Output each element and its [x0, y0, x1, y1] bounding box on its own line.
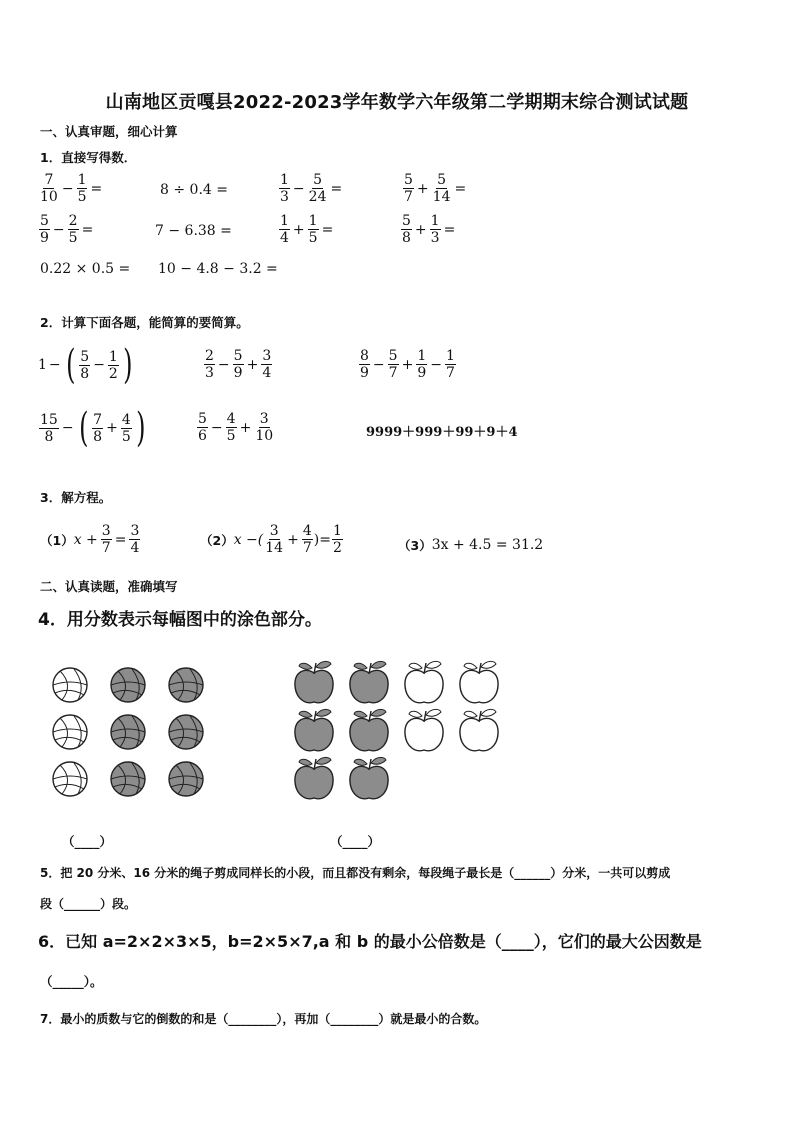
basketball-icon: [111, 715, 145, 749]
page-title: 山南地区贡嘎县2022-2023学年数学六年级第二学期期末综合测试试题: [105, 92, 689, 113]
apple-icon: [405, 661, 443, 702]
apple-icon: [295, 757, 333, 798]
apple-icon: [350, 661, 388, 702]
q1-item-a2: 8 ÷ 0.4 =: [160, 182, 228, 198]
q2-expr-4: $\frac{15}{8}$ − ( $\frac{7}{8}$ + $\frac{4}{5}$ ): [40, 405, 146, 451]
apple-icon: [350, 757, 388, 798]
q3-equation-3: （3） 3x + 4.5 = 31.2: [398, 537, 544, 553]
question-3-label: 3．解方程。: [40, 490, 112, 505]
q1-item-a1: $\frac{7}{10}$ − $\frac{1}{5}$ =: [40, 172, 103, 205]
q1-item-c2: 10 − 4.8 − 3.2 =: [158, 261, 278, 277]
question-1-label: 1．直接写得数．: [40, 150, 137, 165]
question-4-label: 4．用分数表示每幅图中的涂色部分。: [38, 610, 322, 630]
q2-expr-2: $\frac{2}{3}$ − $\frac{5}{9}$ + $\frac{3}{4}$: [205, 348, 272, 381]
apple-icon: [350, 709, 388, 750]
apple-figure: [288, 655, 518, 810]
basketball-icon: [169, 715, 203, 749]
apple-icon: [405, 709, 443, 750]
apple-icon: [295, 709, 333, 750]
q1-item-a3: $\frac{1}{3}$ − $\frac{5}{24}$ =: [280, 172, 343, 205]
section-heading-1: 一、认真审题，细心计算: [40, 124, 178, 139]
q1-item-b3: $\frac{1}{4}$ + $\frac{1}{5}$ =: [280, 213, 334, 246]
question-5-line-2: 段（______）段。: [40, 897, 137, 911]
q1-item-b1: $\frac{5}{9}$ − $\frac{2}{5}$ =: [40, 213, 94, 246]
basketball-icon: [111, 668, 145, 702]
question-6-line-1: 6．已知 a=2×2×3×5，b=2×5×7,a 和 b 的最小公倍数是（____），它们的最大公因数是: [38, 932, 702, 951]
q1-item-c1: 0.22 × 0.5 =: [40, 261, 131, 277]
basketball-icon: [53, 715, 87, 749]
q1-item-a4: $\frac{5}{7}$ + $\frac{5}{14}$ =: [404, 172, 467, 205]
basketball-icon: [111, 762, 145, 796]
q3-equation-2: （2） x −( $\frac{3}{14}$ + $\frac{4}{7}$ )= $\frac{1}{2}$: [200, 523, 342, 556]
q2-expr-1: 1 − ( $\frac{5}{8}$ − $\frac{1}{2}$ ): [38, 342, 133, 388]
basketball-figure: [40, 660, 230, 810]
basketball-icon: [53, 762, 87, 796]
question-2-label: 2．计算下面各题，能简算的要简算。: [40, 315, 249, 330]
apple-icon: [295, 661, 333, 702]
q4-answer-blank-apples[interactable]: （____）: [330, 834, 381, 849]
section-heading-2: 二、认真读题，准确填写: [40, 579, 178, 594]
q2-expr-5: $\frac{5}{6}$ − $\frac{4}{5}$ + $\frac{3}{10}$: [198, 411, 274, 444]
q1-item-b2: 7 − 6.38 =: [155, 223, 232, 239]
basketball-icon: [169, 762, 203, 796]
question-6-line-2: （_____）。: [40, 974, 103, 989]
basketball-icon: [169, 668, 203, 702]
q4-answer-blank-balls[interactable]: （____）: [62, 834, 113, 849]
question-5-line-1: 5．把 20 分米、16 分米的绳子剪成同样长的小段，而且都没有剩余，每段绳子最长是（______）分米，一共可以剪成: [40, 866, 671, 880]
q3-equation-1: （1） x + $\frac{3}{7}$ = $\frac{3}{4}$: [40, 523, 140, 556]
question-7-text: 7．最小的质数与它的倒数的和是（________），再加（________）就是最小的合数。: [40, 1012, 487, 1026]
q2-expr-6: 9999＋999＋99＋9＋4: [366, 425, 518, 440]
basketball-icon: [53, 668, 87, 702]
q2-expr-3: $\frac{8}{9}$ − $\frac{5}{7}$ + $\frac{1}{9}$ − $\frac{1}{7}$: [360, 348, 455, 381]
q1-item-b4: $\frac{5}{8}$ + $\frac{1}{3}$ =: [402, 213, 456, 246]
apple-icon: [460, 661, 498, 702]
apple-icon: [460, 709, 498, 750]
